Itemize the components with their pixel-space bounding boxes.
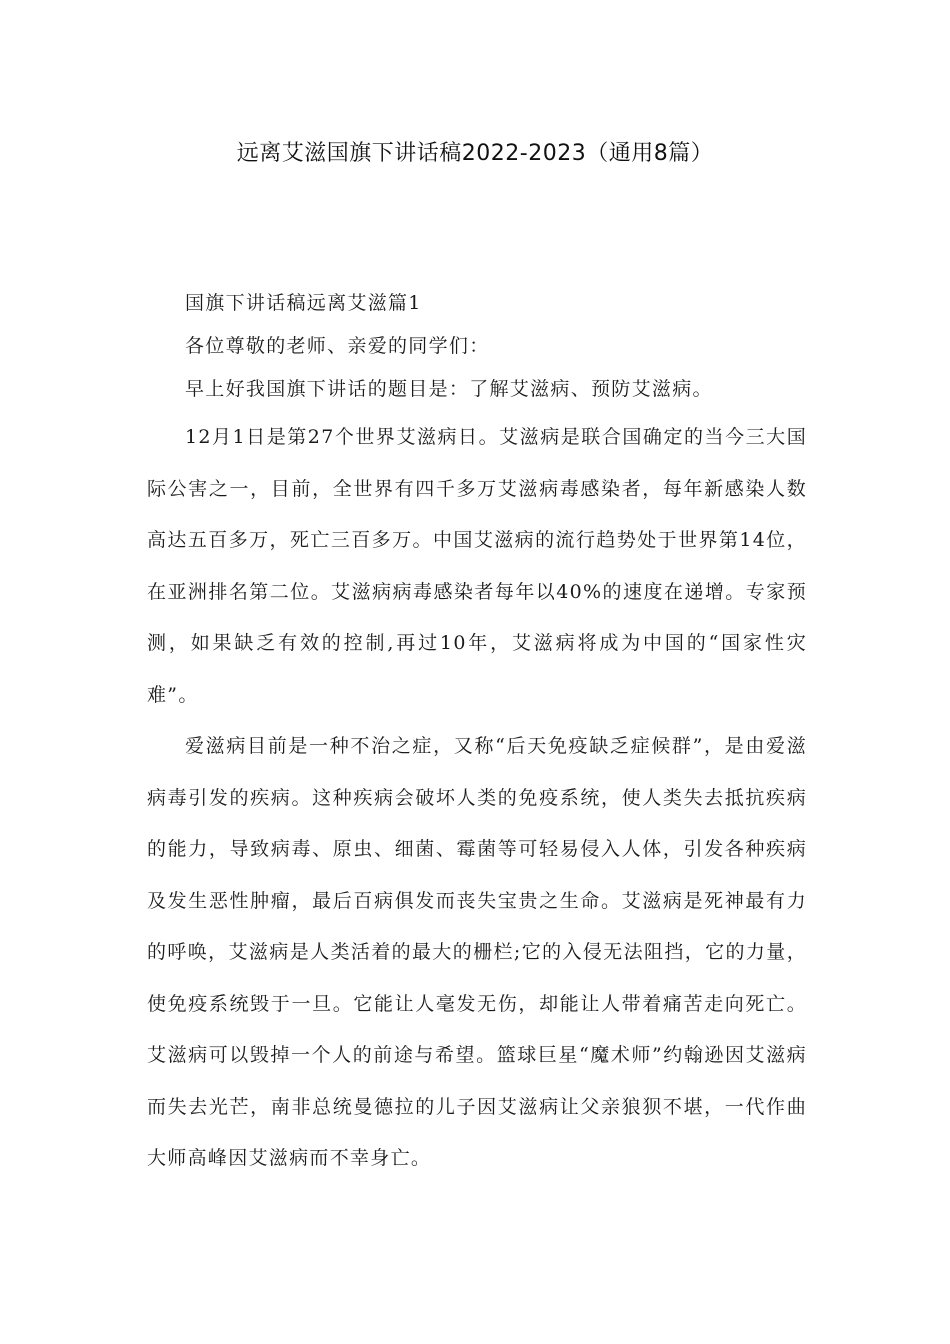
document-body [147, 283, 807, 1185]
body-paragraph: 爱滋病目前是一种不治之症，又称“后天免疫缺乏症候群”，是由爱滋病毒引发的疾病。这种疾病会破坏人类的免疫系统，使人类失去抵抗疾病的能力，导致病毒、原虫、细菌、霉菌等可轻易侵入人体，引发各种疾病及发生恶性肿瘤，最后百病俱发而丧失宝贵之生命。艾滋病是死神最有力的呼唤，艾滋病是人类活着的最大的栅栏;它的入侵无法阻挡，它的力量，使免疫系统毁于一旦。它能让人毫发无伤，却能让人带着痛苦走向死亡。艾滋病可以毁掉一个人的前途与希望。篮球巨星“魔术师”约翰逊因艾滋病而失去光芒，南非总统曼德拉的儿子因艾滋病让父亲狼狈不堪，一代作曲大师高峰因艾滋病而不幸身亡。 [147, 735, 807, 1169]
greeting-paragraph: 早上好我国旗下讲话的题目是：了解艾滋病、预防艾滋病。 [185, 378, 713, 400]
section-heading: 国旗下讲话稿远离艾滋篇1 [185, 292, 422, 314]
body-paragraph: 12月1日是第27个世界艾滋病日。艾滋病是联合国确定的当今三大国际公害之一，目前，全世界有四千多万艾滋病毒感染者，每年新感染人数高达五百多万，死亡三百多万。中国艾滋病的流行趋势处于世界第14位，在亚洲排名第二位。艾滋病病毒感染者每年以40%的速度在递增。专家预测，如果缺乏有效的控制,再过10年，艾滋病将成为中国的“国家性灾难”。 [147, 426, 807, 706]
document-title: 远离艾滋国旗下讲话稿2022-2023（通用8篇） [236, 141, 714, 166]
salutation-paragraph: 各位尊敬的老师、亲爱的同学们： [185, 335, 490, 357]
